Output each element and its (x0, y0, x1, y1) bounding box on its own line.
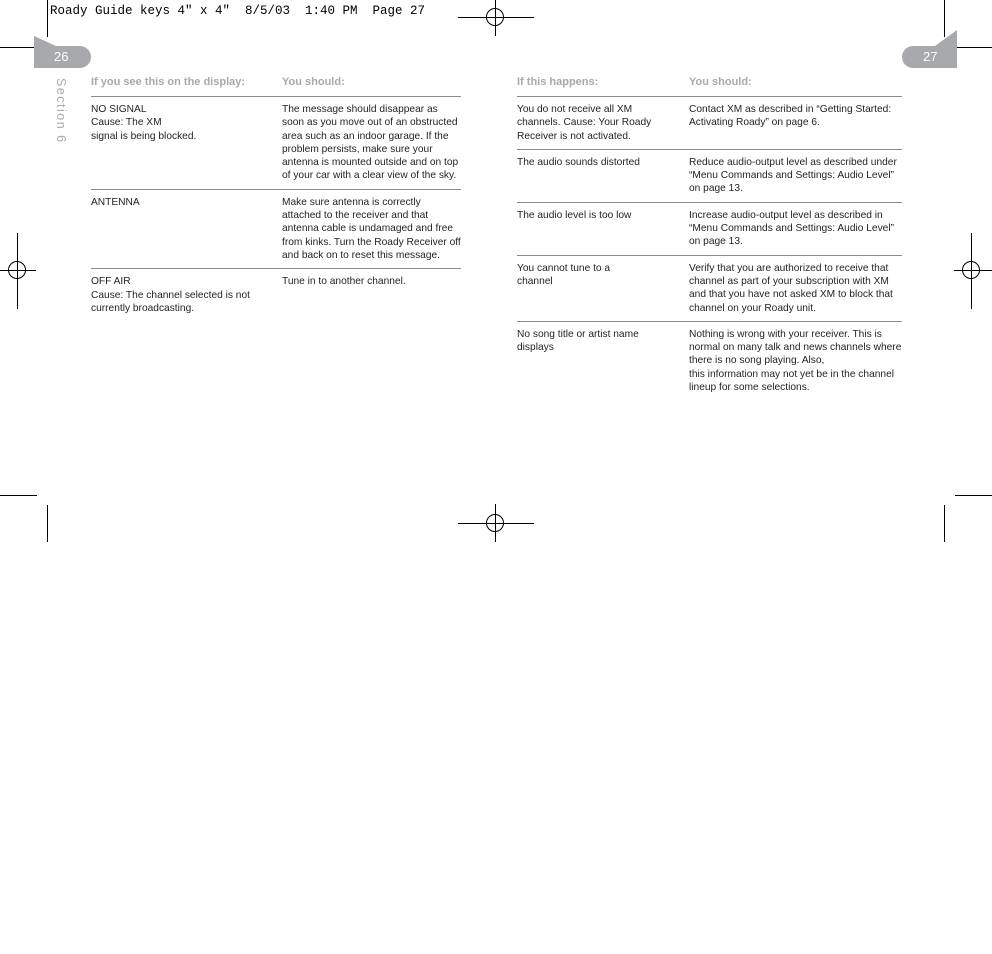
table-header (517, 76, 902, 96)
row-condition: You do not receive all XM channels. Cause: Your Roady Receiver is not activated. (517, 104, 652, 142)
row-condition: OFF AIR Cause: The channel selected is not currently broadcasting. (91, 276, 250, 314)
table-row (91, 190, 461, 268)
header-col1: If you see this on the display: (91, 76, 246, 88)
row-condition: The audio sounds distorted (517, 156, 640, 168)
table-row (517, 256, 902, 321)
table-body (517, 97, 902, 400)
row-action: Make sure antenna is correctly attached to the receiver and that antenna cable is undamaged and free from kinks. Turn the Roady Receiver off and back on to reset this message. (282, 196, 461, 261)
troubleshooting-table-left (91, 76, 461, 321)
page-tab-left-accent (34, 36, 56, 46)
table-row (517, 322, 902, 400)
table-body (91, 97, 461, 321)
row-action: Tune in to another channel. (282, 276, 406, 288)
row-condition: ANTENNA (91, 196, 140, 208)
troubleshooting-table-right (517, 76, 902, 400)
table-row (517, 150, 902, 202)
table-row (517, 203, 902, 255)
table-header (91, 76, 461, 96)
row-action: The message should disappear as soon as you move out of an obstructed area such as an indoor garage. If the problem persists, make sure your antenna is mounted outside and on top of your car with a clear view of the sky. (282, 104, 459, 182)
table-row (91, 269, 461, 321)
row-condition: You cannot tune to a channel (517, 262, 611, 287)
row-action: Nothing is wrong with your receiver. This is normal on many talk and news channels where there is no song playing. Also, this information may not yet be in the channel lineup for some selections. (689, 328, 902, 394)
row-action: Contact XM as described in “Getting Started: Activating Roady” on page 6. (689, 104, 892, 129)
page-number-left: 26 (34, 46, 91, 68)
header-col2: You should: (689, 76, 752, 88)
slug-line: Roady Guide keys 4" x 4" 8/5/03 1:40 PM Page 27 (50, 4, 426, 18)
page-tab-right-accent (935, 30, 957, 46)
row-condition: No song title or artist name displays (517, 328, 639, 354)
row-action: Verify that you are authorized to receive that channel as part of your subscription with XM and that you have not asked XM to block that channel on your Roady unit. (689, 262, 893, 314)
row-condition: NO SIGNAL Cause: The XM signal is being blocked. (91, 104, 197, 142)
row-condition: The audio level is too low (517, 209, 632, 221)
header-col2: You should: (282, 76, 345, 88)
page-number-right: 27 (902, 46, 957, 68)
table-row (91, 97, 461, 189)
row-action: Reduce audio-output level as described under “Menu Commands and Settings: Audio Level” on page 13. (689, 156, 897, 195)
table-row (517, 97, 902, 149)
row-action: Increase audio-output level as described in “Menu Commands and Settings: Audio Level” on page 13. (689, 209, 894, 248)
section-label: Section 6 (54, 78, 68, 144)
header-col1: If this happens: (517, 76, 599, 88)
